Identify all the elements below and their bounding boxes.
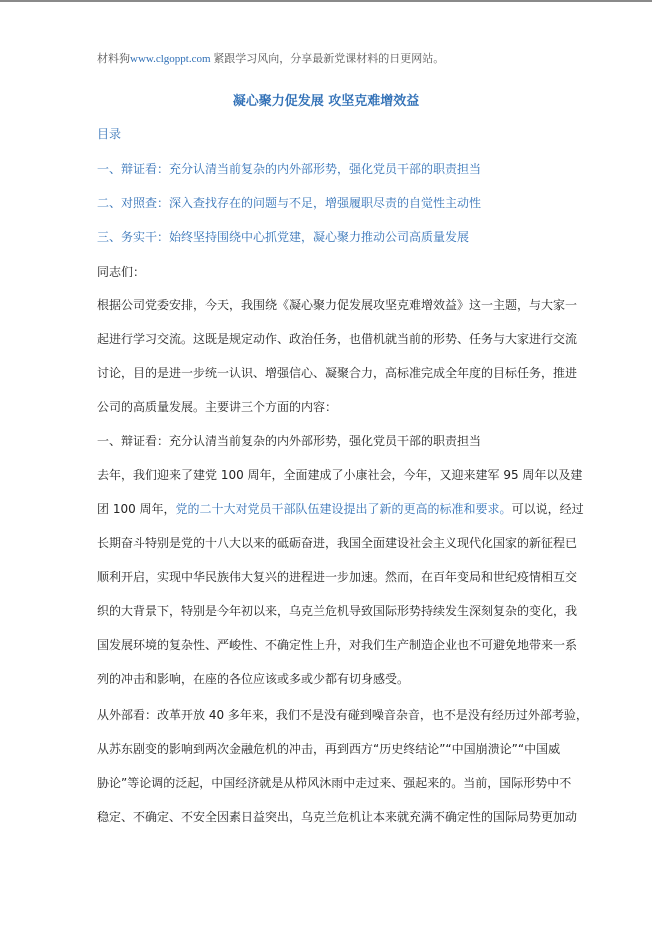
- header-suffix: 紧跟学习风向，分享最新党课材料的日更网站。: [210, 53, 445, 65]
- para-text: 团 100 周年，: [97, 502, 176, 516]
- intro-line: 公司的高质量发展。主要讲三个方面的内容：: [97, 400, 338, 414]
- toc-item-2[interactable]: 二、对照查：深入查找存在的问题与不足，增强履职尽责的自觉性主动性: [97, 196, 482, 210]
- greeting: 同志们：: [97, 265, 146, 279]
- para-line: 顺利开启，实现中华民族伟大复兴的进程进一步加速。然而，在百年变局和世纪疫情相互交: [97, 570, 578, 584]
- highlighted-text[interactable]: 党的二十大对党员干部队伍建设提出了新的更高的标准和要求。: [175, 502, 512, 516]
- site-link[interactable]: www.clgoppt.com: [130, 53, 211, 65]
- top-rule: [0, 0, 652, 2]
- para-line: 去年，我们迎来了建党 100 周年，全面建成了小康社会，今年，又迎来建军 95 周年以及建: [97, 468, 583, 482]
- toc-heading: 目录: [97, 127, 122, 141]
- document-title: 凝心聚力促发展 攻坚克难增效益: [232, 94, 420, 109]
- para-line: 列的冲击和影响，在座的各位应该或多或少都有切身感受。: [97, 672, 410, 686]
- toc-item-3[interactable]: 三、务实干：始终坚持围绕中心抓党建，凝心聚力推动公司高质量发展: [97, 230, 470, 244]
- toc-item-1[interactable]: 一、辩证看：充分认清当前复杂的内外部形势，强化党员干部的职责担当: [97, 162, 482, 176]
- section1-heading: 一、辩证看：充分认清当前复杂的内外部形势，强化党员干部的职责担当: [97, 434, 482, 448]
- intro-paragraph: [97, 296, 578, 432]
- para-line: 织的大背景下，特别是今年初以来，乌克兰危机导致国际形势持续发生深刻复杂的变化，我: [97, 604, 578, 618]
- para-line: 长期奋斗特别是党的十八大以来的砥砺奋进，我国全面建设社会主义现代化国家的新征程已: [97, 536, 578, 550]
- intro-line: 讨论，目的是进一步统一认识、增强信心、凝聚合力，高标准完成全年度的目标任务，推进: [97, 366, 578, 380]
- intro-line: 根据公司党委安排，今天，我围绕《凝心聚力促发展攻坚克难增效益》这一主题，与大家一: [97, 298, 578, 312]
- section1-paragraph: [97, 466, 584, 704]
- header-note: [97, 50, 444, 66]
- header-prefix: 材料狗: [97, 53, 130, 65]
- para-line: 稳定、不确定、不安全因素日益突出，乌克兰危机让本来就充满不确定性的国际局势更加动: [97, 810, 578, 824]
- para-line: [97, 500, 584, 534]
- para-line: 从苏东剧变的影响到两次金融危机的冲击，再到西方“历史终结论”“中国崩溃论”“中国威: [97, 742, 561, 756]
- para-line: 国发展环境的复杂性、严峻性、不确定性上升，对我们生产制造企业也不可避免地带来一系: [97, 638, 578, 652]
- para-text: 可以说，经过: [511, 502, 584, 516]
- para-line: 从外部看：改革开放 40 多年来，我们不是没有碰到噪音杂音，也不是没有经历过外部考验，: [97, 708, 588, 722]
- intro-line: 起进行学习交流。这既是规定动作、政治任务，也借机就当前的形势、任务与大家进行交流: [97, 332, 578, 346]
- para-line: 胁论”等论调的泛起，中国经济就是从栉风沐雨中走过来、强起来的。当前，国际形势中不: [97, 776, 572, 790]
- external-paragraph: [97, 706, 588, 842]
